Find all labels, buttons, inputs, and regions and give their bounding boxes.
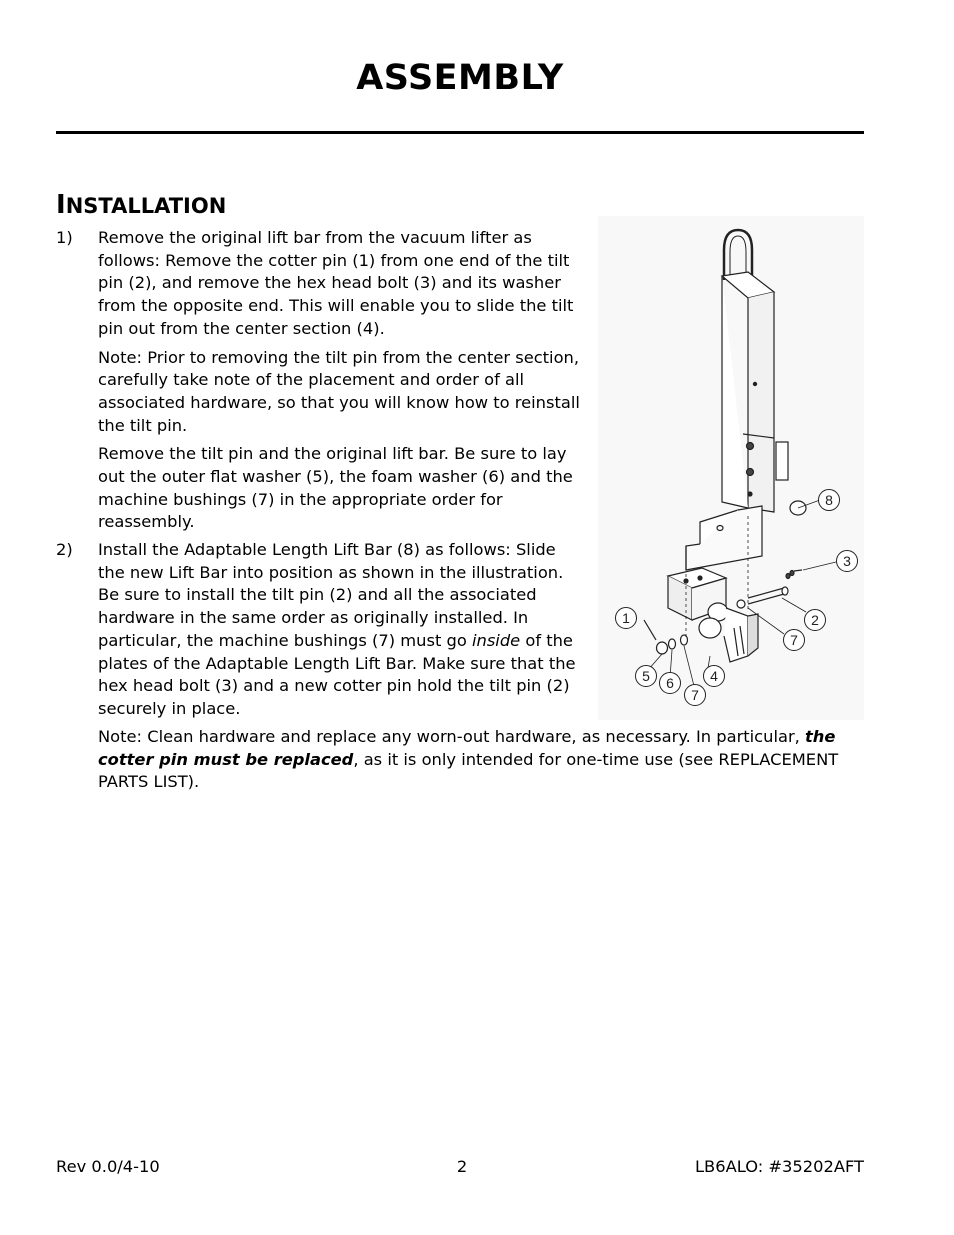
svg-text:7: 7	[691, 687, 699, 703]
svg-text:3: 3	[843, 553, 851, 569]
final-note-text: , as it is only intended for one-time use (see REPLACEMENT PARTS LIST).	[98, 749, 839, 792]
footer-page-number: 2	[456, 1157, 468, 1176]
final-note	[98, 726, 868, 794]
callout-8	[819, 490, 840, 511]
lift-bar-diagram	[598, 216, 864, 720]
svg-text:8: 8	[825, 492, 833, 508]
center-bushing	[699, 618, 721, 638]
svg-text:6: 6	[666, 675, 674, 691]
callout-1	[616, 608, 637, 629]
callout-5	[636, 666, 657, 687]
bar-side	[748, 292, 774, 512]
step-2-emphasis: inside	[471, 630, 521, 650]
page-title: ASSEMBLY	[356, 58, 564, 98]
svg-text:2: 2	[811, 612, 819, 628]
step-number: 1)	[56, 228, 73, 247]
section-heading-initial: I	[56, 190, 66, 220]
step-2-body	[98, 539, 586, 721]
section-heading	[56, 190, 226, 220]
svg-text:4: 4	[710, 668, 718, 684]
foam-washer	[669, 639, 676, 649]
svg-text:7: 7	[790, 632, 798, 648]
flat-washer	[657, 642, 668, 654]
footer-document-id: LB6ALO: #35202AFT	[694, 1157, 864, 1176]
final-note-text: Note: Clean hardware and replace any worn-out hardware, as necessary. In particular,	[98, 727, 805, 746]
step-2	[56, 539, 586, 721]
step-1-note: Note: Prior to removing the tilt pin from the center section, carefully take note of the placement and order of all associated hardware, so that you will know how to reinstall the tilt pin.	[98, 347, 580, 435]
machine-bushing	[681, 635, 688, 645]
title-rule	[56, 131, 864, 134]
step-1-paragraph: Remove the tilt pin and the original lift bar. Be sure to lay out the outer flat washer (5), the foam washer (6) and the machine bushings (7) in the appropriate order for reassembly.	[98, 444, 573, 532]
callout-7-upper	[784, 630, 805, 651]
svg-text:1: 1	[622, 610, 630, 626]
callout-7	[685, 685, 706, 706]
callout-3	[837, 551, 858, 572]
tilt-pin	[748, 588, 784, 604]
callout-6	[660, 673, 681, 694]
callout-2	[805, 610, 826, 631]
assembly-illustration	[598, 216, 864, 720]
callout-4	[704, 666, 725, 687]
section-heading-rest: NSTALLATION	[65, 194, 227, 218]
svg-text:5: 5	[642, 668, 650, 684]
bar-front	[722, 276, 748, 508]
step-1-body	[98, 227, 586, 534]
step-1-paragraph: Remove the original lift bar from the vacuum lifter as follows: Remove the cotter pin (1) from one end of the tilt pin (2), and remove the hex head bolt (3) and its washer from the opposite end. This will enable you to slide the tilt pin out from the center section (4).	[98, 228, 574, 338]
final-note-emphasis: the cotter pin must be replaced	[98, 727, 836, 769]
footer-revision: Rev 0.0/4-10	[56, 1157, 160, 1176]
step-2-text: Install the Adaptable Length Lift Bar (8) as follows: Slide the new Lift Bar into position as shown in the illustration. Be sure to install the tilt pin (2) and all the associated hardware in the same order as originally installed. In particular, the machine bushings (7) must go	[98, 540, 564, 650]
step-2-paragraph	[98, 539, 586, 721]
step-1	[56, 227, 586, 534]
step-2-text: of the plates of the Adaptable Length Lift Bar. Make sure that the hex head bolt (3) and a new cotter pin hold the tilt pin (2) securely in place.	[98, 630, 576, 718]
step-number: 2)	[56, 540, 73, 559]
